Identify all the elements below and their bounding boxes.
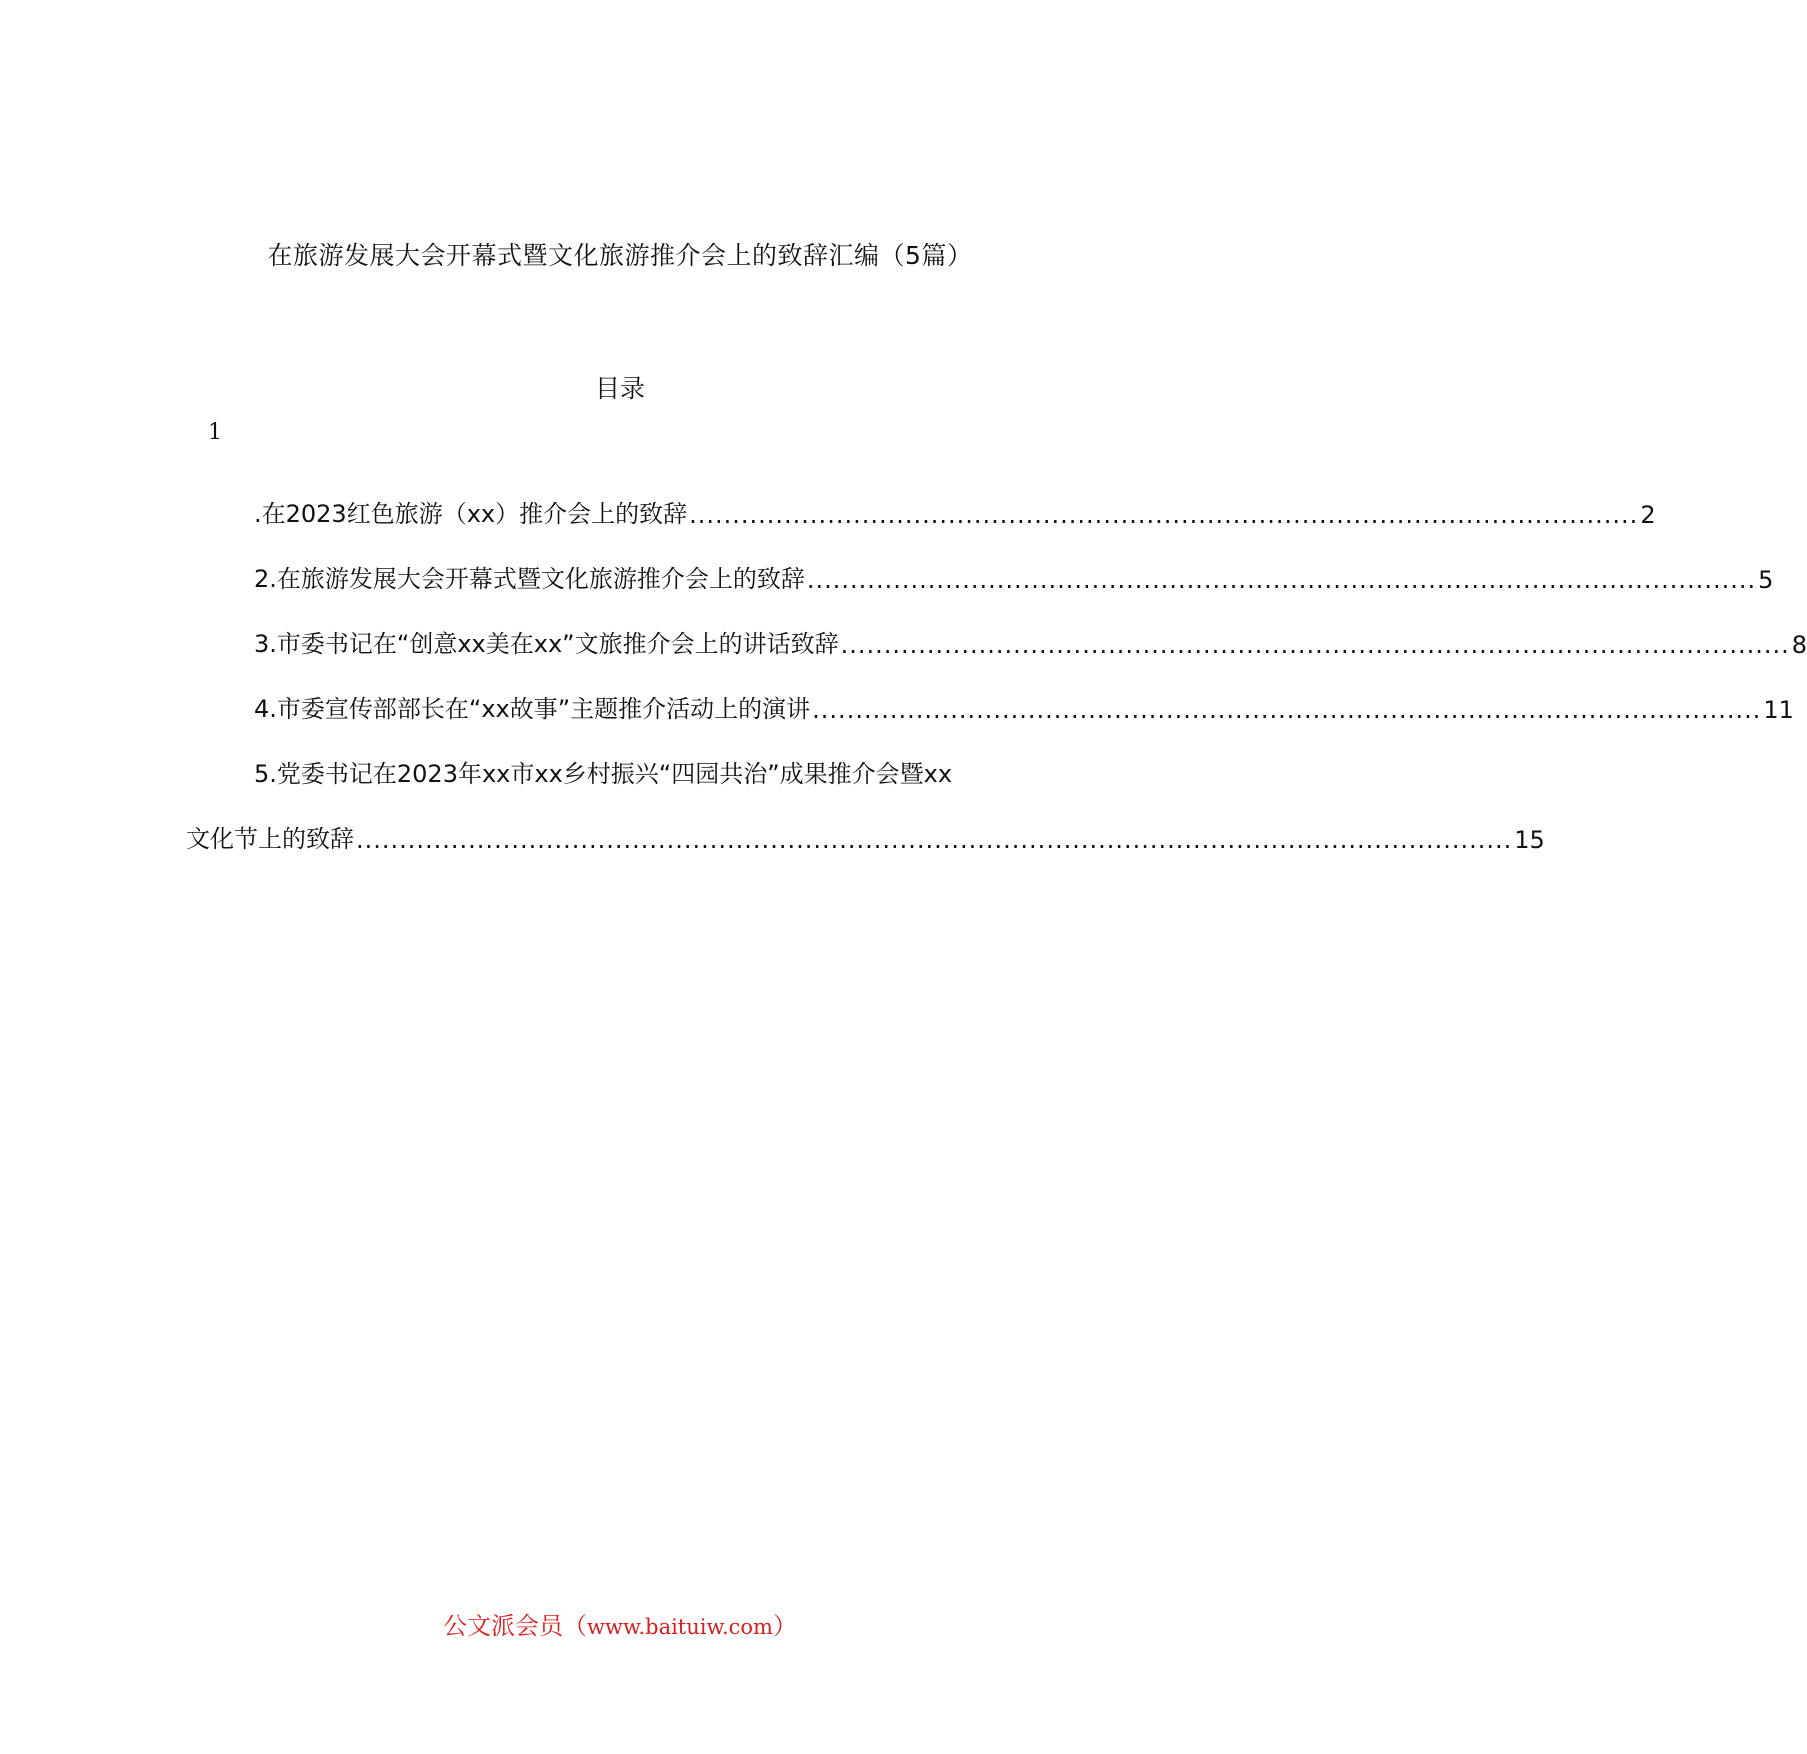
toc-entry-text-continued: 文化节上的致辞 [186,825,354,853]
footer-close: ） [772,1612,797,1640]
footer-brand: 公文派会员（ [443,1612,588,1640]
toc-entry-3[interactable] [186,594,1807,659]
toc-heading: 目录 [594,374,645,403]
footer-watermark [0,1606,1240,1641]
document-title: 在旅游发展大会开幕式暨文化旅游推介会上的致辞汇编（5篇） [267,241,973,270]
toc-page-number: 2 [1640,501,1656,529]
toc-page-number: 8 [1791,631,1807,659]
toc-entry-4[interactable] [186,659,1794,724]
toc-entry-2[interactable] [186,529,1774,594]
toc-entry-text: 2.在旅游发展大会开幕式暨文化旅游推介会上的致辞 [254,565,805,593]
toc-entry-text: 5.党委书记在2023年xx市xx乡村振兴“四园共治”成果推介会暨xx [254,760,953,788]
toc-entry-1[interactable] [186,464,1656,529]
footer-url[interactable]: www.baituiw.com [587,1615,773,1639]
toc-leader-dots: .............................................................................................................. [840,631,1790,659]
toc-marker: 1 [208,420,222,445]
table-of-contents [186,464,1807,854]
toc-leader-dots: ...................................................................................................................................... [356,826,1513,854]
toc-entry-5[interactable] [186,724,1048,789]
toc-entry-text: 4.市委宣传部部长在“xx故事”主题推介活动上的演讲 [254,695,811,723]
toc-leader-dots: .............................................................................................................. [689,501,1639,529]
toc-page-number: 15 [1514,826,1545,854]
toc-entry-5-continued[interactable] [186,789,1545,854]
toc-leader-dots: .............................................................................................................. [812,696,1762,724]
toc-entry-text: .在2023红色旅游（xx）推介会上的致辞 [254,500,688,528]
toc-entry-text: 3.市委书记在“创意xx美在xx”文旅推介会上的讲话致辞 [254,630,839,658]
toc-page-number: 11 [1763,696,1794,724]
toc-leader-dots: .............................................................................................................. [806,566,1757,594]
toc-page-number: 5 [1758,566,1774,594]
